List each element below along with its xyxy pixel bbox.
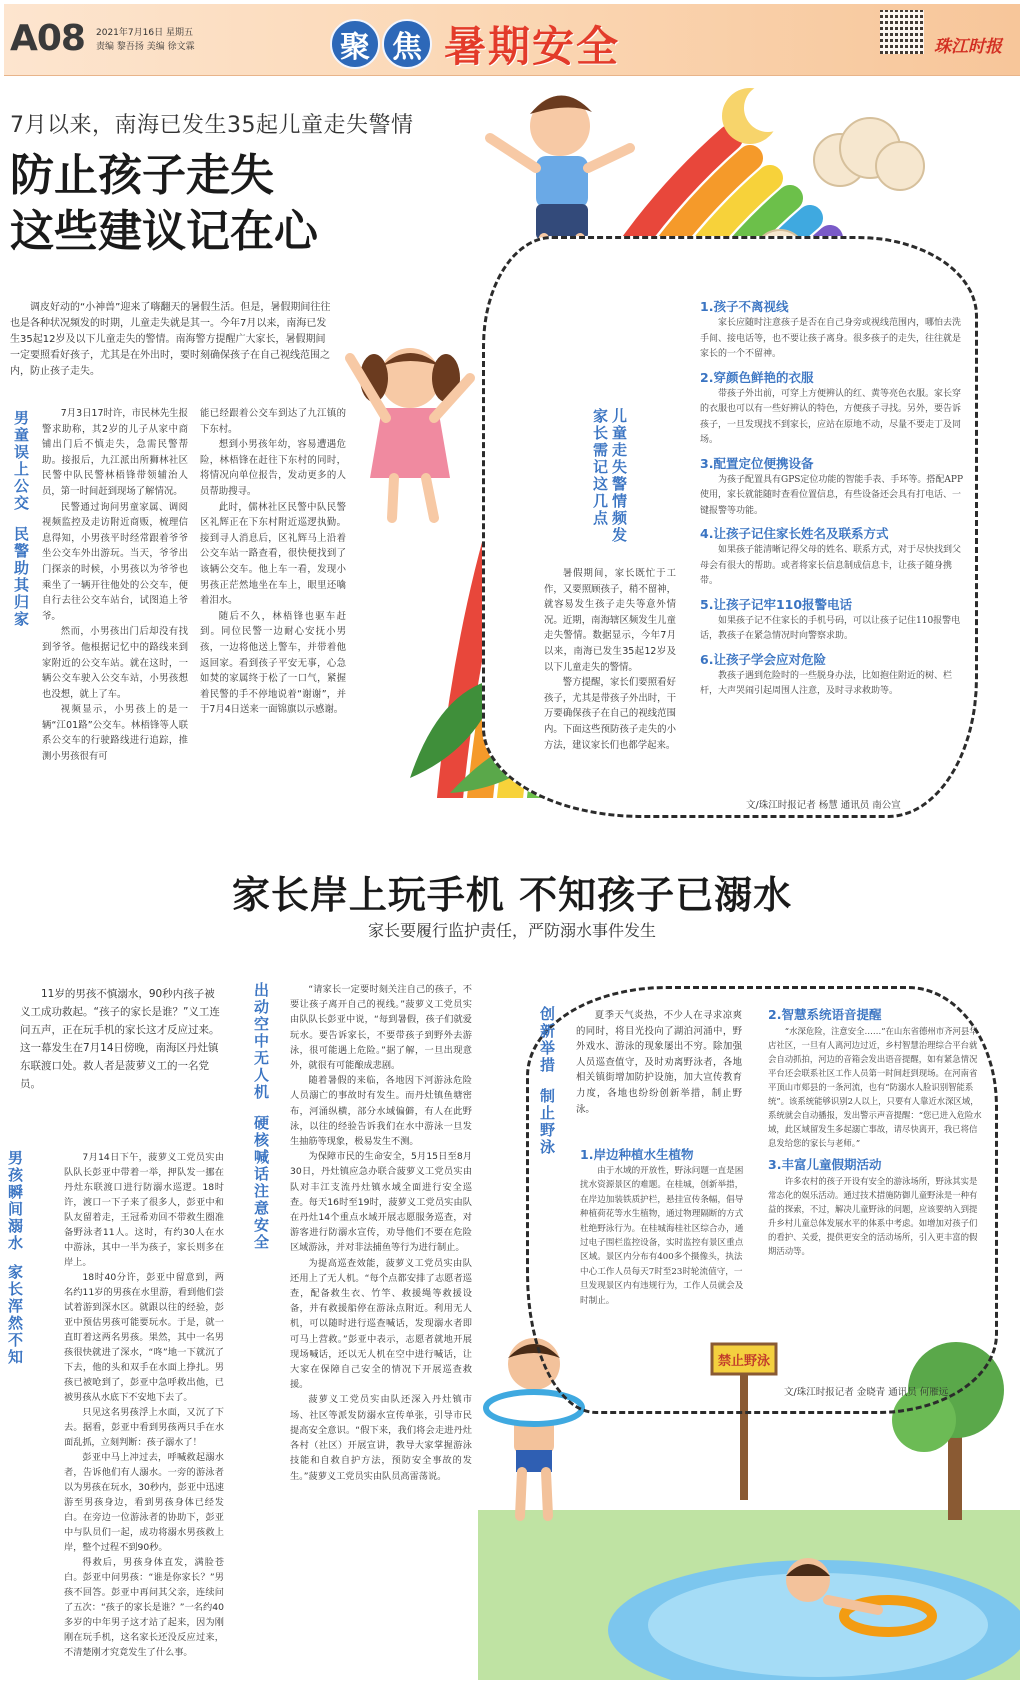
- story2-side-head-1b: 家长浑然不知: [6, 1264, 24, 1366]
- tip-item: [700, 596, 964, 645]
- tip-item: [700, 369, 964, 449]
- story2-column-3: [576, 1008, 742, 1117]
- story2-side-head-1: [6, 1150, 24, 1366]
- tip-item: [700, 651, 964, 700]
- girl-sliding-icon: [350, 348, 470, 518]
- story2-col2-para: 为保障市民的生命安全，5月15日至8月30日，丹灶镇应急办联合菠萝义工党员实由队对丰江支流丹灶镇水域全面进行安全巡查。每天16时至19时，菠萝义工党员实由队在丹灶14个重点水域开展志愿服务巡查，对游客进行防溺水宣传，劝导他们不要在危险区域游泳，并对非法捕鱼等行为进行制止。: [290, 1151, 472, 1254]
- tip-item: [700, 298, 964, 363]
- story2-credit: 文/珠江时报记者 金晓青 通讯员 何雁远: [784, 1387, 949, 1398]
- story2-title: 家长岸上玩手机 不知孩子已溺水: [231, 873, 793, 917]
- masthead-meta: [96, 26, 195, 54]
- story1-column-1: [42, 406, 188, 765]
- tip-body: 如果孩子能清晰记得父母的姓名、联系方式，对于尽快找到父母会有很大的帮助。或者将家长信息制成信息卡，让孩子随身携带。: [700, 545, 962, 586]
- tip-item: [700, 455, 964, 520]
- story1-title-line1: 防止孩子走失: [10, 150, 274, 201]
- tip-title: 3.丰富儿童假期活动: [768, 1157, 882, 1172]
- story1-col1-para: 然而，小男孩出门后却没有找到爷爷。他根据记忆中的路线来到家附近的公交车站。就在这时，一辆公交车驶入公交车站，小男孩想也没想，就上了车。: [42, 626, 188, 700]
- story1-side-head-1: [12, 410, 30, 630]
- story1-lead: 调皮好动的“小神兽”迎来了嗨翻天的暑假生活。但是，暑假期间往往也是各种状况频发的时期，儿童走失就是其一。今年7月以来，南海已发生35起12岁及以下儿童走失的警情。南海警方提醒广大家长，暑假期间一定要照看好孩子，尤其是在外出时，要时刻确保孩子在自己视线范围之内，防止孩子走失。: [10, 302, 331, 377]
- tip-body: 许多农村的孩子开设有安全的游泳场所，野泳其实是常态化的娱乐活动。通过技术措施防御儿童野泳是一种有益的探索，不过，解决儿童野泳的问题，应该要纳入到提升乡村儿童总体发展水平的体系中考虑。如增加对孩子们的看护、关爱，提供更安全的活动场所，引入更丰富的假期活动等。: [768, 1176, 978, 1256]
- date-line: 2021年7月16日 星期五: [96, 28, 193, 38]
- story1-side-head-2: 儿童走失警情频发 家长需记这几点: [591, 408, 628, 544]
- story2-side-head-3b: 制止野泳: [538, 1088, 556, 1156]
- story2-side-head-2b: 硬核喊话注意安全: [252, 1115, 270, 1251]
- story1-col2-para: 此时，儒林社区民警中队民警区礼辉正在下东村附近巡逻执勤。接到寻人消息后，区礼辉马上沿着公交车站一路查看，很快便找到了该辆公交车。他上车一看，发现小男孩正茫然地坐在车上，眼里还噙着泪水。: [200, 501, 346, 607]
- story1-col1-para: 7月3日17时许，市民林先生报警求助称，其2岁的儿子从家中商铺出门后不慎走失，急需民警帮助。接报后，九江派出所狮林社区民警中队民警林梧锋带领辅治人员，第一时间赶到现场了解情况。: [42, 408, 188, 497]
- story2-lead: 11岁的男孩不慎溺水，90秒内孩子被义工成功救起。“孩子的家长是谁？”义工连问五声，正在玩手机的家长这才反应过来。这一幕发生在7月14日傍晚，南海区丹灶镇东联渡口处。救人者是菠萝义工的一名党员。: [20, 988, 220, 1090]
- masthead: [4, 4, 1020, 76]
- story1-tips: [700, 298, 964, 700]
- story2-col2-para: 为提高巡查效能，菠萝义工党员实由队还用上了无人机。“每个点都安排了志愿者巡查，配备救生衣、竹竿、救援绳等救援设备，并有救援船停在游泳点附近。利用无人机，可以随时进行巡查喊话，发现溺水者即可马上营救。”彭亚中表示，志愿者就地开展现场喊话，还以无人机在空中进行喊话，让大家在保障自己安全的情况下开展巡查救援。: [290, 1257, 472, 1391]
- tip-body: 教孩子遇到危险时的一些脱身办法，比如抱住附近的树、栏杆，大声哭闹引起周围人注意，及时寻求救助等。: [700, 670, 953, 696]
- tip-title: 3.配置定位便携设备: [700, 455, 814, 471]
- story2-col1-para: 彭亚中马上冲过去，呼喊救起溺水者，告诉他们有人溺水。一旁的游泳者以为男孩在玩水，30秒内，彭亚中迅速游至男孩身边，看到男孩身体已经发白。在旁边一位游泳者的协助下，彭亚中与队员们一起，成功将溺水男孩救上岸，整个过程不到90秒。: [64, 1452, 224, 1553]
- tip-title: 1.孩子不离视线: [700, 299, 789, 314]
- story1-col3-para: 警方提醒，家长们要照看好孩子，尤其是带孩子外出时，干万要确保孩子在自己的视线范围内。下面这些预防孩子走失的小方法，建议家长们也都学起来。: [544, 677, 676, 751]
- qr-code-icon: [880, 10, 924, 54]
- editor-line: 责编 黎吾扬 美编 徐文霖: [96, 42, 195, 52]
- story2-tips-left: [580, 1146, 744, 1308]
- story2-col3-para: 夏季天气炎热，不少人在寻求凉爽的同时，将目光投向了湖泊河涌中，野外戏水、游泳的现象屡出不穷。除加强人员巡查值守，及时劝离野泳者，各地相关镇街增加防护设施，加大宣传教育力度，各地也纷纷创新举措，制止野泳。: [576, 1010, 742, 1115]
- story1-side-head-1a: 男童误上公交: [12, 410, 30, 512]
- story1-title: [10, 148, 318, 260]
- story2-side-head-3: [538, 1006, 556, 1156]
- story2-side-head-3a: 创新举措: [538, 1006, 556, 1074]
- story2-col2-para: “请家长一定要时刻关注自己的孩子，不要让孩子离开自己的视线。”菠萝义工党员实由队队长彭亚中说，“每到暑假，孩子们就爱玩水。要告诉家长，不要带孩子到野外去游泳，很可能遇上危险。”据了解，一旦出现意外，就很有可能酿成悲剧。: [290, 984, 472, 1072]
- story2-subtitle: 家长要履行监护责任，严防溺水事件发生: [367, 921, 656, 940]
- story2-col1-para: 7月14日下午，菠萝义工党员实由队队长彭亚中带着一举，押队发一挪在丹灶东联渡口进行防溺水巡逻。18时许，渡口一下子来了很多人，彭亚中和队友留着走，王冠希劝回不带救生圈准备野泳者11人。这时，有约30人在水中游泳，其中一半为孩子，家长则多在岸上。: [64, 1152, 224, 1268]
- tip-body: 为孩子配置具有GPS定位功能的智能手表、手环等。搭配APP使用，家长就能随时查看位置信息，有些设备还会具有打电话、一键报警等功能。: [700, 474, 964, 516]
- story1-col2-para: 随后不久，林梧锋也驱车赶到。同位民警一边耐心安抚小男孩，一边将他送上警车，并带着他返回家。看到孩子平安无事，心急如焚的家属终于松了一口气，紧握着民警的手不停地说着“谢谢”，并于7月4日送来一面锦旗以示感谢。: [200, 610, 346, 716]
- tip-body: “水深危险，注意安全……”在山东省德州市齐河县华店社区，一旦有人离河边过近，乡村智慧治理综合平台就会自动抓拍，河边的音箱会发出语音提醒，如有紧急情况平台还会联系社区工作人员第一时间赶到现场。在河南省平顶山市郏县的一条河流，也有“防溺水人脸识别智能系统”。该系统能够识别2人以上，只要有人靠近水深区域，系统就会自动播报，发出警示声音提醒：“您已进入危险水域，此区域留发生多起溺亡事故，请尽快离开，我已将信息发给您的家长与老师。”: [768, 1026, 982, 1148]
- story1-col2-para: 想到小男孩年幼，容易遭遇危险，林梧锋在赶往下东村的同时，将情况向单位报告，发动更多的人员帮助搜寻。: [200, 439, 346, 497]
- story1-credit: 文/珠江时报记者 杨慧 通讯员 南公宣: [746, 800, 901, 811]
- no-swimming-sign-text: 禁止野泳: [717, 1354, 771, 1369]
- story2-col1-para: 只见这名男孩浮上水面，又沉了下去。据看，彭亚中看到男孩两只手在水面乱抓，立刻判断：孩子溺水了！: [64, 1407, 224, 1448]
- section-title: 暑期安全: [444, 22, 621, 71]
- story1-column-2: [200, 406, 346, 718]
- story2-col1-para: 18时40分许，彭亚中留意到，两名约11岁的男孩在水里游，看到他们尝试着游到深水区。就跟以往的经验，彭亚中预估男孩可能要玩水。于是，就一直盯着这两名男孩。果然，其中一名男孩很快就进了深水，“咚”地一下就沉了下去，他的头和双手在水面上挣扎。男孩已被呛到了，彭亚中急呼救出他，已被男孩从水底下不安地下去了。: [64, 1272, 224, 1403]
- tip-body: 家长应随时注意孩子是否在自己身旁或视线范围内，哪怕去洗手间、接电话等，也不要让孩子离身。很多孩子的走失，往往就是家长的一个不留神。: [700, 318, 962, 359]
- tip-title: 6.让孩子学会应对危险: [700, 651, 826, 667]
- focus-char-2: 焦: [382, 19, 432, 69]
- story2-side-head-1a: 男孩瞬间溺水: [6, 1150, 24, 1252]
- tip-title: 5.让孩子记牢110报警电话: [700, 596, 853, 612]
- page-number: A08: [10, 18, 85, 59]
- tip-title: 2.穿颜色鲜艳的衣服: [700, 369, 814, 385]
- tip-body: 如果孩子记不住家长的手机号码，可以让孩子记住110报警电话，教孩子在紧急情况时向警察求助。: [700, 615, 961, 641]
- focus-char-1: 聚: [330, 19, 380, 69]
- story2-tips-right: [768, 1006, 982, 1258]
- moon-icon: [722, 84, 792, 144]
- story1-col2-para: 能已经跟着公交车到达了九江镇的下东村。: [200, 408, 346, 435]
- story1-col1-para: 视频显示，小男孩上的是一辆“江01路”公交车。林梧锋等人联系公交车的行驶路线进行追踪，推测小男孩很有可: [42, 704, 188, 763]
- tip-title: 2.智慧系统语音提醒: [768, 1007, 882, 1022]
- story1-col3-para: 暑假期间，家长既忙于工作，又要照顾孩子，稍不留神，就容易发生孩子走失等意外情况。近期，南海辖区频发生儿童走失警情。数据显示，今年7月以来，南海已发生35起12岁及以下儿童走失的警情。: [544, 568, 676, 673]
- story1-subtitle: 7月以来，南海已发生35起儿童走失警情: [10, 113, 414, 138]
- section-banner: [330, 14, 620, 74]
- story2-column-2: [290, 982, 472, 1484]
- story2-col2-para: 菠萝义工党员实由队还深入丹灶镇市场、社区等派发防溺水宣传单张，引导市民提高安全意识。“假下来，我们将会走进丹灶各村（社区）开展宣讲，教导大家掌握游泳技能和自救自护方法，预防安全事故的发生。”菠萝义工党员实由队员高雷荡说。: [290, 1394, 472, 1482]
- story2-side-head-2a: 出动空中无人机: [252, 982, 270, 1101]
- story2-column-1: [64, 1150, 224, 1660]
- story1-side-head-1b: 民警助其归家: [12, 526, 30, 628]
- newspaper-logo: 珠江时报: [934, 37, 1002, 57]
- story1-title-line2: 这些建议记在心: [10, 206, 318, 257]
- story2-col2-para: 随着暑假的来临，各地因下河游泳危险人员溺亡的事故时有发生。而丹灶镇鱼塘密布，河涌纵横，部分水域偏僻，有人在此野泳，以往的经验告诉我们在水中游泳一旦发生抽筋等现象，极易发生不测。: [290, 1075, 472, 1148]
- tip-item: [700, 525, 964, 590]
- tip-body: 带孩子外出前，可穿上方便辨认的红、黄等亮色衣服。家长穿的衣服也可以有一些好辨认的特色，方便孩子寻找。另外，要告诉孩子，一旦发现找不到家长，应站在原地不动，尽量不要走丁及同场。: [700, 388, 962, 445]
- tip-title: 1.岸边种植水生植物: [580, 1147, 694, 1162]
- tip-title: 4.让孩子记住家长姓名及联系方式: [700, 526, 889, 541]
- story2-side-head-2: [252, 982, 270, 1251]
- story1-column-3: [544, 566, 676, 753]
- story1-col1-para: 民警通过询问男童家属、调阅视频监控及走访附近商贩，梳理信息得知，小男孩平时经常跟着爷爷坐公交车外出游玩。当天，爷爷出门探亲的时候，小男孩以为爷爷也乘坐了一辆开往他处的公交车，便自行去往公交车站台，试图追上爷爷。: [42, 501, 188, 622]
- story2-col1-para: 得救后，男孩身体直发，满脸苍白。彭亚中问男孩：“谁是你家长？”男孩不回答。彭亚中再问其父亲，连续问了五次：“孩子的家长是谁？”一名约40多岁的中年男子这才站了起来，因为刚刚在玩手机，这名家长还没反应过来，不清楚刚才究竟发生了什么事。: [64, 1557, 224, 1658]
- tip-body: 由于水域的开放性，野泳问题一直是困扰水资源景区的难题。在桂城，创新举措，在岸边加装铁质护栏，悬挂宣传条幅，倡导种植荷花等水生植物，通过物理隔断的方式杜绝野泳行为。在桂城海桂社区综合办，通过电子围栏监控设备，实时监控有景区重点区域。景区内分布有400多个摄像头，执法中心工作人员每天7时至23时轮流值守，一旦发现景区内有违规行为，工作人员就会及时制止。: [580, 1166, 744, 1306]
